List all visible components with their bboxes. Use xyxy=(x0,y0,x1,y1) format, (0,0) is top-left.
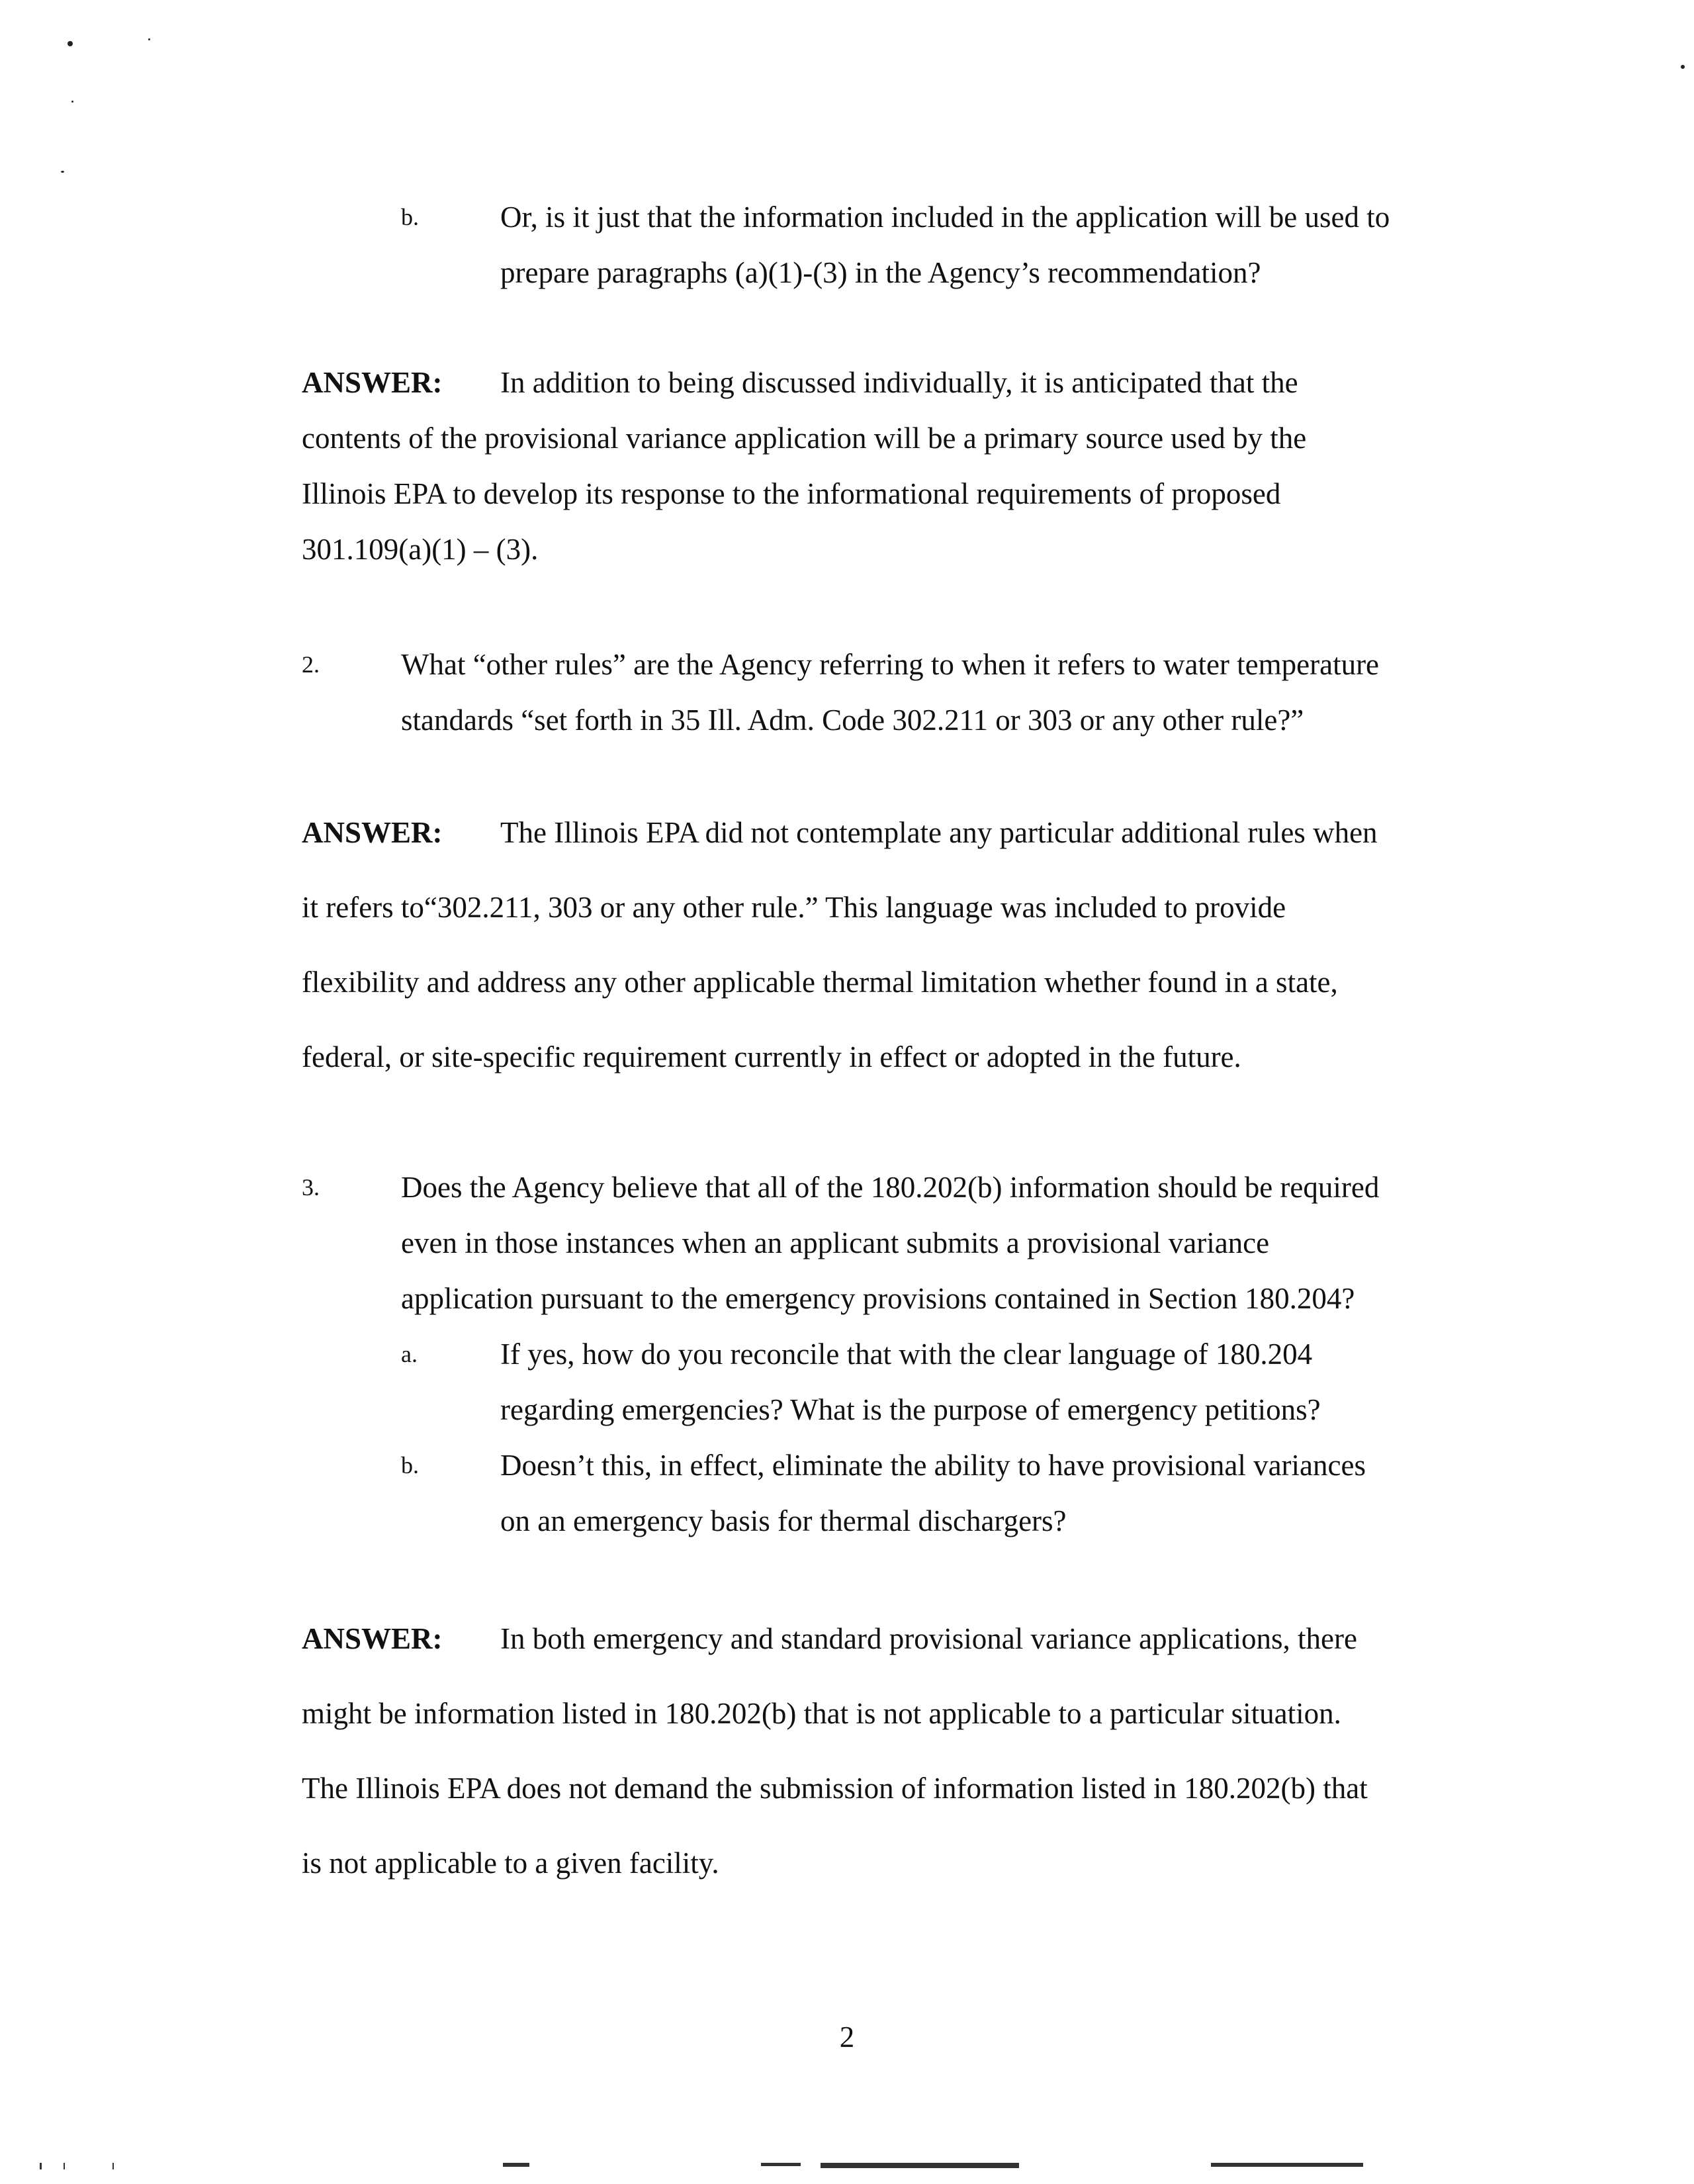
sub-question-a: a. If yes, how do you reconcile that with the clear language of 180.204 regarding emergencies? What is the purpose of emergency petitions? xyxy=(401,1326,1493,1437)
question-marker: 3. xyxy=(302,1174,320,1201)
scan-speck xyxy=(148,38,150,40)
question-marker: 2. xyxy=(302,651,320,678)
scan-speck xyxy=(67,41,73,46)
question-marker: b. xyxy=(401,204,419,230)
question-2 xyxy=(302,637,1493,748)
answer-3: ANSWER: In both emergency and standard provisional variance applications, there might be information listed in 180.202(b) that is not applicable to a particular situation. The Illinois EPA does not demand the submission of information listed in 180.202(b) that is not applicable to a given facility. xyxy=(302,1602,1493,1901)
scan-speck xyxy=(61,171,64,173)
scan-speck xyxy=(1681,65,1685,69)
answer-2: ANSWER: The Illinois EPA did not contemplate any particular additional rules when it refers to“302.211, 303 or any other rule.” This language was included to provide flexibility and address any other applicable thermal limitation whether found in a state, federal, or site-specific requirement currently in effect or adopted in the future. xyxy=(302,796,1493,1095)
sub-question-marker: a. xyxy=(401,1341,418,1367)
question-text: Does the Agency believe that all of the 180.202(b) information should be required even in those instances when an applicant submits a provisional variance application pursuant to the emergency provisions contained in Section 180.204? a. If yes, how do you reconcile that with the clear language of 180.204 regarding emergencies? What is the purpose of emergency petitions? b. Doesn’t this, in effect, eliminate the ability to have provisional variances on an emergency basis for thermal dischargers? xyxy=(401,1160,1493,1549)
question-text: Or, is it just that the information included in the application will be used to prepare paragraphs (a)(1)-(3) in the Agency’s recommendation? xyxy=(500,201,1390,289)
answer-label: ANSWER: xyxy=(302,1622,443,1655)
answer-label: ANSWER: xyxy=(302,366,443,399)
question-3 xyxy=(302,1160,1493,1549)
page-number: 2 xyxy=(839,2021,855,2054)
question-text: What “other rules” are the Agency referring to when it refers to water temperature standards “set forth in 35 Ill. Adm. Code 302.211 or 303 or any other rule?” xyxy=(401,648,1380,737)
scan-edge-artifact xyxy=(0,2163,1694,2171)
answer-label: ANSWER: xyxy=(302,816,443,849)
question-1b xyxy=(302,189,1493,300)
answer-1: ANSWER: In addition to being discussed individually, it is anticipated that the contents of the provisional variance application will be a primary source used by the Illinois EPA to develop its response to the informational requirements of proposed 301.109(a)(1) – (3). xyxy=(302,355,1493,577)
scan-speck xyxy=(71,101,73,103)
sub-question-marker: b. xyxy=(401,1452,419,1479)
sub-question-b: b. Doesn’t this, in effect, eliminate the ability to have provisional variances on an emergency basis for thermal dischargers? xyxy=(401,1437,1493,1549)
